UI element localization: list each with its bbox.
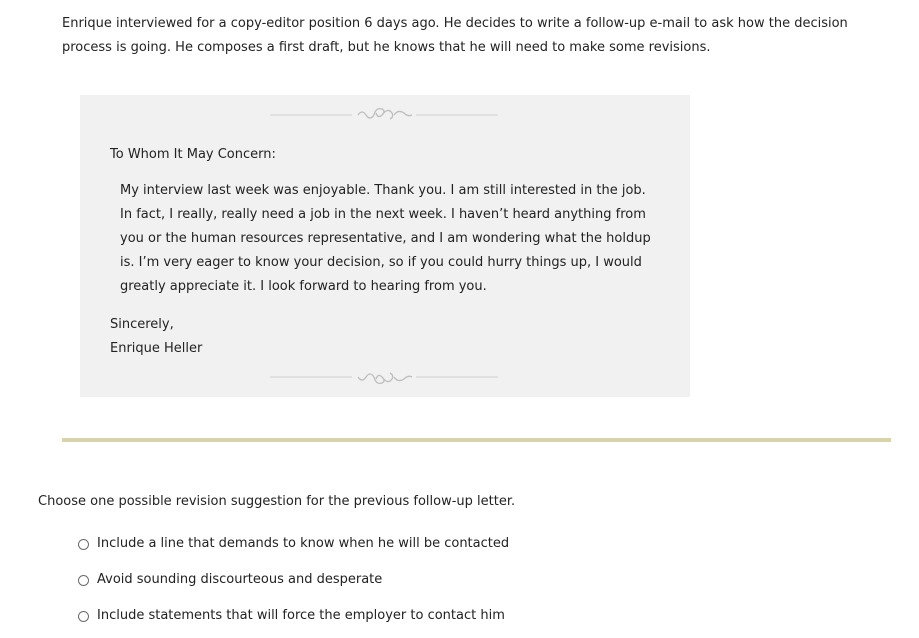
letter-body: My interview last week was enjoyable. Thank you. I am still interested in the job. In fact, I really, really need a job in the next week. I haven’t heard anything from you or the human resources representative, and I am wondering what the holdup is. I’m very eager to know your decision, so if you could hurry things up, I would greatly appreciate it. I look forward to hearing from you.: [120, 183, 651, 294]
letter-closing: Sincerely,: [110, 317, 174, 332]
radio-button-icon[interactable]: [78, 539, 89, 550]
intro-paragraph: Enrique interviewed for a copy-editor position 6 days ago. He decides to write a follow-up e-mail to ask how the decision process is going. He composes a first draft, but he knows that he will need to make some revisions.: [62, 16, 848, 55]
radio-button-icon[interactable]: [78, 611, 89, 622]
letter-closing-block: [110, 313, 202, 361]
answer-option-label[interactable]: Include a line that demands to know when he will be contacted: [97, 536, 510, 551]
section-divider: [62, 438, 891, 442]
flourish-divider-top-icon: [270, 107, 498, 123]
letter-panel: [80, 95, 690, 397]
question-prompt: Choose one possible revision suggestion for the previous follow-up letter.: [38, 494, 516, 509]
answer-option-1[interactable]: [78, 534, 509, 554]
letter-salutation: To Whom It May Concern:: [110, 147, 276, 162]
answer-option-2[interactable]: [78, 570, 382, 590]
answer-option-label[interactable]: Include statements that will force the employer to contact him: [97, 608, 505, 623]
answer-option-label[interactable]: Avoid sounding discourteous and desperate: [97, 572, 383, 587]
letter-signature: Enrique Heller: [110, 341, 203, 356]
flourish-divider-bottom-icon: [270, 369, 498, 385]
answer-option-3[interactable]: [78, 606, 505, 626]
radio-button-icon[interactable]: [78, 575, 89, 586]
